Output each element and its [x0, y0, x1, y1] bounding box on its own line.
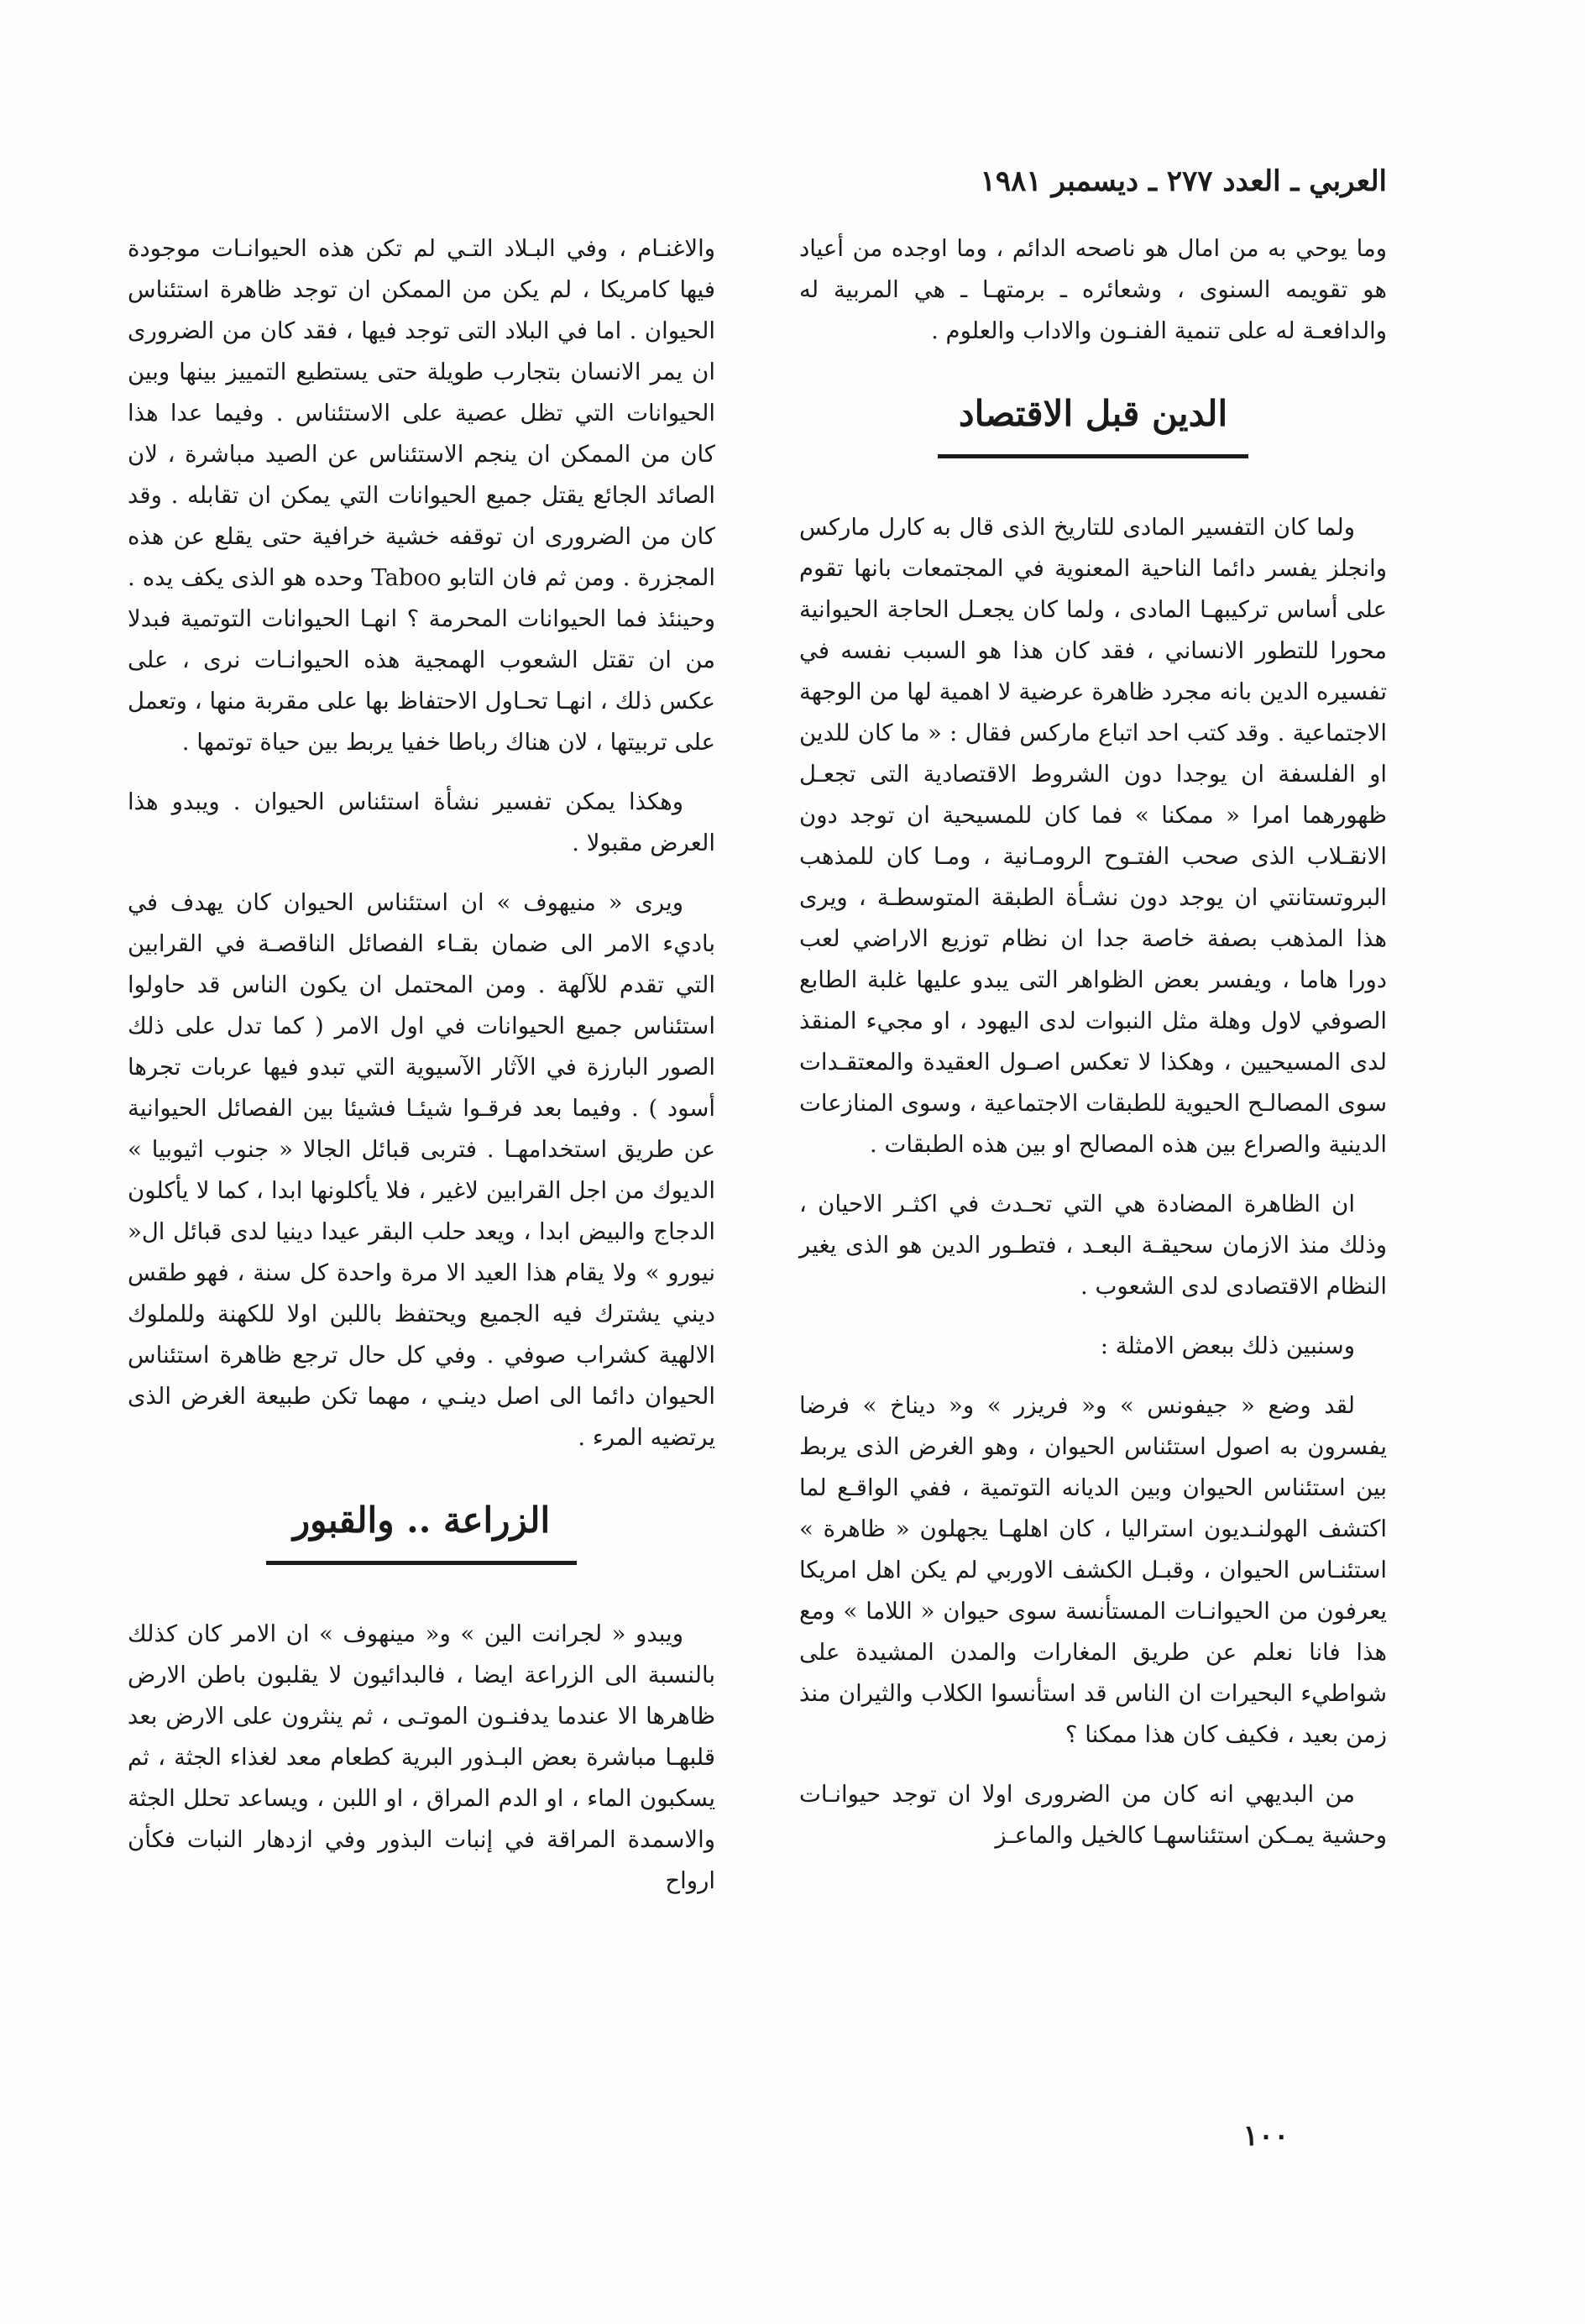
paragraph: ولما كان التفسير المادى للتاريخ الذى قال به كارل ماركس وانجلز يفسر دائما الناحية المعنوية في المجتمعات بانها تقوم على أساس تركيبهـا المادى ، ولما كان يجعـل الحاجة الحيوانية محورا للتطور الانساني ، فقد كان هذا هو السبب نفسه في تفسيره الدين بانه مجرد ظاهرة عرضية لا اهمية لها من الوجهة الاجتماعية . وقد كتب احد اتباع ماركس فقال : « ما كان للدين او الفلسفة ان يوجدا دون الشروط الاقتصادية التى تجعـل ظهورهما امرا « ممكنا » فما كان للمسيحية ان توجد دون الانقـلاب الذى صحب الفتـوح الرومـانية ، ومـا كان للمذهب البروتستانتي ان يوجد دون نشـأة الطبقة المتوسطـة ، ويرى هذا المذهب بصفة خاصة جدا ان نظام توزيع الاراضي لعب دورا هاما ، ويفسر بعض الظواهر التى يبدو عليها غلبة الطابع الصوفي لاول وهلة مثل النبوات لدى اليهود ، او مجيء المنقذ لدى المسيحيين ، وهكذا لا تعكس اصـول العقيدة والمعتقـدات سوى المصالـح الحيوية للطبقات الاجتماعية ، وسوى المنازعات الدينية والصراع بين هذه المصالح او بين هذه الطبقات .: [799, 514, 1387, 1158]
section-heading-agriculture-and-graves: الزراعة .. والقبور: [292, 1500, 551, 1541]
paragraph: ان الظاهرة المضادة هي التي تحـدث في اكثـر الاحيان ، وذلك منذ الازمان سحيقـة البعـد ، فتطـور الدين هو الذى يغير النظام الاقتصادى لدى الشعوب .: [799, 1191, 1387, 1300]
section-heading-religion-before-economy: الدين قبل الاقتصاد: [958, 393, 1228, 434]
paragraph: لقد وضع « جيفونس » و« فريزر » و« ديناخ » فرضا يفسرون به اصول استئناس الحيوان ، وهو الغرض الذى يربط بين استئناس الحيوان وبين الديانه التوتمية ، ففي الواقـع لما اكتشف الهولنـديون استراليا ، كان اهلهـا يجهلون « ظاهرة » استئنـاس الحيوان ، وقبـل الكشف الاوربي لم يكن اهل امريكا يعرفون من الحيوانـات المستأنسة سوى حيوان « اللاما » ومع هذا فانا نعلم عن طريق المغارات والمدن المشيدة على شواطيء البحيرات ان الناس قد استأنسوا الكلاب والثيران منذ زمن بعيد ، فكيف كان هذا ممكنا ؟: [799, 1392, 1387, 1748]
paragraph: ويبدو « لجرانت الين » و« مينهوف » ان الامر كان كذلك بالنسبة الى الزراعة ايضا ، فالبدائيون لا يقلبون باطن الارض ظاهرها الا عندما يدفنـون الموتـى ، ثم ينثرون على الارض بعد قلبهـا مباشرة بعض البـذور البرية كطعام معد لغذاء الجثة ، ثم يسكبون الماء ، او الدم المراق ، او اللبن ، ويساعد تحلل الجثة والاسمدة المراقة في إنبات البذور وفي ازدهار النبات فكأن ارواح: [128, 1620, 715, 1894]
paragraph: وهكذا يمكن تفسير نشأة استئناس الحيوان . ويبدو هذا العرض مقبولا .: [128, 788, 715, 856]
heading-underline: [938, 454, 1248, 458]
paragraph: والاغنـام ، وفي البـلاد التـي لم تكن هذه الحيوانـات موجودة فيها كامريكا ، لم يكن من الممكن ان توجد ظاهرة استئناس الحيوان . اما في البلاد التى توجد فيها ، فقد كان من الضرورى ان يمر الانسان بتجارب طويلة حتى يستطيع التمييز بينها وبين الحيوانات التي تظل عصية على الاستئناس . وفيما عدا هذا كان من الممكن ان ينجم الاستئناس عن الصيد مباشرة ، لان الصائد الجائع يقتل جميع الحيوانات التي يمكن ان تقابله . وقد كان من الضرورى ان توقفه خشية خرافية حتى يقلع عن هذه المجزرة . ومن ثم فان التابو Taboo وحده هو الذى يكف يده . وحينئذ فما الحيوانات المحرمة ؟ انهـا الحيوانات التوتمية فبدلا من ان تقتل الشعوب الهمجية هذه الحيوانـات نرى ، على عكس ذلك ، انهـا تحـاول الاحتفاظ بها على مقربة منها ، وتعمل على تربيتها ، لان هناك رباطا خفيا يربط بين حياة توتمها .: [128, 235, 715, 756]
paragraph: من البديهي انه كان من الضرورى اولا ان توجد حيوانـات وحشية يمـكن استئناسهـا كالخيل والماعـز: [799, 1781, 1387, 1849]
paragraph: ويرى « منيهوف » ان استئناس الحيوان كان يهدف في باديء الامر الى ضمان بقـاء الفصائل الناقصـة في القرابين التي تقدم للآلهة . ومن المحتمل ان يكون الناس قد حاولوا استئناس جميع الحيوانات في اول الامر ( كما تدل على ذلك الصور البارزة في الآثار الآسيوية التي تبدو فيها عربات تجرها أسود ) . وفيما بعد فرقـوا شيئـا فشيئا بين الفصائل الحيوانية عن طريق استخدامهـا . فتربى قبائل الجالا « جنوب اثيوبيا » الديوك من اجل القرابين لاغير ، فلا يأكلونها ابدا ، كما لا يأكلون الدجاج والبيض ابدا ، ويعد حلب البقر عيدا دينيا لدى قبائل ال« نيورو » ولا يقام هذا العيد الا مرة واحدة كل سنة ، فهو طقس ديني يشترك فيه الجميع ويحتفظ باللبن اولا للكهنة وللملوك الالهية كشراب صوفي . وفي كل حال ترجع ظاهرة استئناس الحيوان دائما الى اصل دينـي ، مهما تكن طبيعة الغرض الذى يرتضيه المرء .: [128, 889, 715, 1451]
page-number: ١٠٠: [1242, 2119, 1289, 2153]
right-column: [799, 228, 1387, 1875]
paragraph: وسنبين ذلك ببعض الامثلة :: [1100, 1332, 1355, 1359]
running-header: العربي ـ العدد ٢٧٧ ـ ديسمبر ١٩٨١: [980, 165, 1387, 198]
heading-underline: [266, 1561, 577, 1565]
paragraph: وما يوحي به من امال هو ناصحه الدائم ، وما اوجده من أعياد هو تقويمه السنوى ، وشعائره ـ برمتهـا ـ هي المربية له والدافعـة له على تنمية الفنـون والاداب والعلوم .: [799, 235, 1387, 344]
left-column: [128, 228, 715, 1920]
